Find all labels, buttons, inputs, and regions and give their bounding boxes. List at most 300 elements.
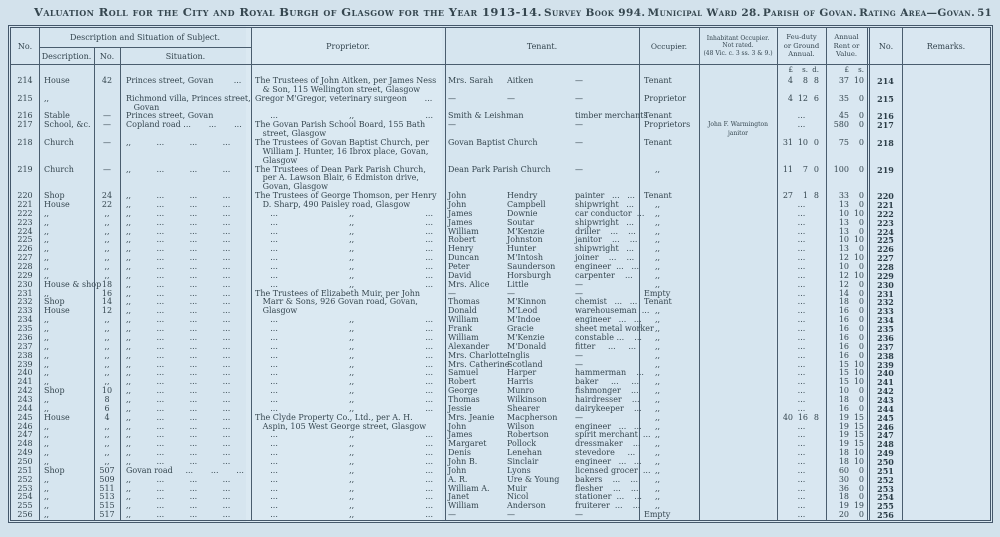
cell-street-no: [94, 95, 120, 104]
cell-description: ,,: [44, 226, 50, 236]
cell-remarks: [902, 369, 990, 378]
cell-situation: ,, ... ... ...: [126, 297, 231, 307]
cell-description: ,,: [44, 350, 50, 360]
ditto-dots: ...: [797, 421, 806, 431]
cell-occupier: ,,: [655, 439, 661, 449]
cell-proprietor: ... ,, ...: [255, 386, 434, 396]
cell-remarks: [902, 493, 990, 502]
ditto-dots: ...: [797, 341, 806, 351]
cell-remarks: [902, 352, 990, 361]
cell-annual-rent: 10 0: [838, 386, 864, 396]
valuation-table: [8, 25, 993, 523]
cell-tenant-surname: —: [507, 288, 515, 298]
cell-inhabitant-occupier: [699, 139, 777, 148]
cell-inhabitant-occupier: [699, 387, 777, 396]
cell-tenant-occupation: engineer ... ...: [575, 421, 642, 431]
ditto-dots: ...: [797, 359, 806, 369]
cell-annual-rent: 75 0: [838, 138, 864, 148]
cell-description: ,,: [44, 324, 50, 334]
cell-street-no: —: [103, 138, 111, 148]
cell-tenant-forename: Mrs. Sarah: [448, 76, 494, 85]
cell-situation: ,, ... ... ...: [126, 377, 231, 387]
cell-street-no: 24: [101, 191, 113, 201]
cell-description: ,,: [44, 439, 50, 449]
cell-annual-rent: 37 10: [838, 76, 864, 85]
cell-description: House: [44, 200, 70, 210]
cell-no: 237: [17, 341, 33, 351]
cell-tenant-forename: James: [448, 430, 473, 440]
cell-tenant-occupation: spirit merchant ...: [575, 430, 651, 440]
cell-occupier: ,,: [655, 332, 661, 342]
cell-tenant-surname: [507, 148, 575, 157]
cell-annual-rent: 14 0: [838, 288, 864, 298]
cell-proprietor: ... ,, ...: [255, 430, 434, 440]
cell-occupier: Tenant: [644, 297, 672, 307]
cell-tenant-surname: M'Kenzie: [507, 226, 545, 236]
table-row: [11, 148, 990, 157]
cell-street-no: ,,: [104, 332, 110, 342]
cell-description: ,,: [44, 474, 50, 484]
ditto-dots: ...: [797, 120, 806, 130]
cell-tenant-occupation: engineer ... ...: [575, 262, 639, 272]
cell-proprietor: ... ,, ...: [255, 456, 434, 466]
cell-tenant-forename: —: [448, 93, 456, 103]
cell-row-no: 224: [877, 226, 894, 237]
cell-tenant-occupation: —: [575, 120, 583, 130]
cell-occupier: Tenant: [644, 76, 672, 85]
survey-book-label: Survey Book 994.: [544, 7, 646, 19]
cell-tenant-occupation: painter ... ...: [575, 191, 635, 201]
cell-row-no: 239: [877, 359, 894, 370]
cell-annual-rent: 19 15: [838, 439, 864, 449]
cell-inhabitant-occupier: [699, 334, 777, 343]
cell-remarks: [902, 157, 990, 166]
cell-tenant-forename: Robert: [448, 377, 476, 387]
cell-proprietor: ... ,, ...: [255, 244, 434, 254]
cell-tenant-forename: —: [448, 120, 456, 130]
cell-remarks: [902, 183, 990, 192]
header-description: Description.: [41, 51, 92, 61]
cell-row-no: 230: [877, 279, 894, 290]
table-body: [11, 77, 990, 520]
cell-remarks: [902, 281, 990, 290]
cell-tenant-occupation: —: [575, 350, 583, 360]
cell-annual-rent: 30 0: [838, 474, 864, 484]
cell-situation: ,, ... ... ...: [126, 164, 231, 174]
cell-tenant-forename: Frank: [448, 324, 473, 334]
cell-annual-rent: 16 0: [838, 350, 864, 360]
cell-tenant-surname: Macpherson: [507, 412, 558, 422]
cell-street-no: ,,: [104, 439, 110, 449]
cell-tenant-forename: Janet: [448, 492, 470, 502]
cell-inhabitant-occupier: [699, 352, 777, 361]
cell-tenant-surname: M'Kinnon: [507, 297, 547, 307]
cell-occupier: Proprietors: [644, 120, 691, 130]
ditto-dots: ...: [797, 332, 806, 342]
cell-inhabitant-occupier: [699, 467, 777, 476]
cell-street-no: ,,: [104, 315, 110, 325]
cell-description: [39, 148, 94, 157]
cell-tenant-forename: James: [448, 217, 473, 227]
cell-occupier: ,,: [655, 456, 661, 466]
cell-description: Shop: [44, 191, 65, 201]
cell-situation: ,, ... ... ...: [126, 324, 231, 334]
cell-remarks: [902, 290, 990, 299]
cell-situation: ,, ... ... ...: [126, 217, 231, 227]
cell-tenant-occupation: dairykeeper ...: [575, 403, 642, 413]
cell-description: House & shop: [44, 279, 102, 289]
cell-tenant-occupation: —: [575, 288, 583, 298]
cell-row-no: 228: [877, 262, 894, 273]
cell-description: ,,: [44, 456, 50, 466]
cell-tenant-occupation: timber merchants: [575, 111, 648, 121]
cell-tenant-forename: —: [448, 288, 456, 298]
cell-remarks: [902, 476, 990, 485]
cell-tenant-surname: Ure & Young: [507, 474, 560, 484]
cell-row-no: 232: [877, 297, 894, 308]
cell-tenant-occupation: shipwright ...: [575, 200, 634, 210]
cell-row-no: 235: [877, 324, 894, 335]
cell-no: 219: [17, 164, 33, 174]
cell-feu-duty: 40 16 8: [782, 412, 819, 422]
cell-street-no: 16: [101, 288, 113, 298]
cell-proprietor: ... ,, ...: [255, 377, 434, 387]
cell-situation: ,, ... ... ...: [126, 226, 231, 236]
cell-inhabitant-occupier: [699, 174, 777, 183]
cell-situation: ,, ... ... ...: [126, 279, 231, 289]
cell-proprietor: ... ,, ...: [255, 341, 434, 351]
cell-situation: [120, 148, 251, 157]
cell-street-no: ,,: [104, 226, 110, 236]
cell-tenant-surname: Harper: [507, 368, 537, 378]
cell-inhabitant-occupier: [699, 405, 777, 414]
cell-tenant-occupation: warehouseman ...: [575, 306, 650, 316]
cell-remarks: [902, 378, 990, 387]
ditto-dots: ...: [797, 430, 806, 440]
cell-situation: ,, ... ... ...: [126, 510, 231, 520]
cell-situation: Princes street, Govan: [126, 111, 214, 121]
cell-annual-rent: 33 0: [838, 191, 864, 201]
ditto-dots: ...: [797, 456, 806, 466]
header-remarks: Remarks.: [926, 41, 966, 51]
cell-proprietor: ... ,, ...: [255, 270, 434, 280]
cell-no: 220: [17, 191, 33, 201]
cell-tenant-occupation: —: [575, 412, 583, 422]
cell-inhabitant-occupier: [699, 290, 777, 299]
cell-row-no: 249: [877, 448, 894, 459]
cell-no: 233: [17, 306, 33, 316]
cell-proprietor: ... ,, ...: [255, 359, 434, 369]
cell-description: ,,: [44, 377, 50, 387]
ditto-dots: ...: [797, 270, 806, 280]
cell-tenant-occupation: [575, 148, 639, 157]
cell-remarks: [902, 405, 990, 414]
cell-street-no: ,,: [104, 350, 110, 360]
cell-no: 214: [17, 76, 33, 85]
cell-feu-duty: [777, 174, 826, 183]
cell-description: ,,: [44, 403, 50, 413]
cell-annual-rent: 16 0: [838, 315, 864, 325]
cell-inhabitant-occupier: [699, 263, 777, 272]
cell-description: ,,: [44, 244, 50, 254]
cell-tenant-forename: [445, 174, 507, 183]
ditto-dots: ...: [797, 510, 806, 520]
cell-inhabitant-occupier: [699, 201, 777, 210]
ditto-dots: ...: [797, 226, 806, 236]
cell-remarks: [902, 449, 990, 458]
cell-situation: Copland road ... ... ...: [126, 120, 242, 130]
cell-inhabitant-occupier: [699, 112, 777, 121]
cell-occupier: ,,: [655, 483, 661, 493]
cell-row-no: 218: [877, 138, 894, 149]
cell-annual-rent: 19 15: [838, 430, 864, 440]
cell-proprietor: Aspin, 105 West George street, Glasgow: [255, 421, 427, 431]
cell-street-no: ,,: [104, 262, 110, 272]
cell-street-no: 507: [99, 465, 115, 475]
cell-remarks: [902, 458, 990, 467]
cell-proprietor: ... ,, ...: [255, 324, 434, 334]
cell-annual-rent: 12 10: [838, 253, 864, 263]
cell-occupier: ,,: [655, 492, 661, 502]
cell-description: ,,: [44, 341, 50, 351]
cell-description: ,,: [44, 315, 50, 325]
cell-street-no: —: [103, 111, 111, 121]
ditto-dots: ...: [797, 111, 806, 121]
cell-annual-rent: 16 0: [838, 306, 864, 316]
cell-inhabitant-occupier: [699, 86, 777, 95]
cell-no: 246: [17, 421, 33, 431]
cell-tenant-surname: Wilson: [507, 421, 535, 431]
cell-situation: ,, ... ... ...: [126, 191, 231, 201]
cell-tenant-surname: Aitken: [507, 76, 534, 85]
cell-annual-rent: 18 10: [838, 448, 864, 458]
cell-row-no: 225: [877, 235, 894, 246]
cell-remarks: [902, 245, 990, 254]
ditto-dots: ...: [797, 386, 806, 396]
cell-remarks: [902, 431, 990, 440]
cell-street-no: ,,: [104, 456, 110, 466]
cell-description: ,,: [44, 448, 50, 458]
cell-tenant-forename: Henry: [448, 244, 474, 254]
cell-remarks: [902, 361, 990, 370]
cell-tenant-surname: M'Donald: [507, 341, 547, 351]
cell-inhabitant-occupier: [699, 502, 777, 511]
cell-no: 224: [17, 226, 33, 236]
page-number: 51: [977, 8, 992, 19]
cell-description: ,,: [44, 483, 50, 493]
ditto-dots: ...: [797, 350, 806, 360]
header-inhabitant-occupier: Inhabitant Occupier. Not rated. (48 Vic. c. 3 ss. 3 & 9.): [703, 34, 773, 57]
cell-street-no: ,,: [104, 421, 110, 431]
cell-annual-rent: 13 0: [838, 217, 864, 227]
ditto-dots: ...: [797, 235, 806, 245]
cell-tenant-forename: George: [448, 386, 478, 396]
cell-inhabitant-occupier: [699, 157, 777, 166]
cell-occupier: ,,: [655, 217, 661, 227]
cell-tenant-forename: Denis: [448, 448, 471, 458]
cell-description: ,,: [44, 93, 50, 103]
cell-description: School, &c.: [44, 120, 91, 130]
cell-inhabitant-occupier: [699, 316, 777, 325]
ditto-dots: ...: [797, 394, 806, 404]
cell-no: 240: [17, 368, 33, 378]
cell-tenant-occupation: fishmonger ...: [575, 386, 639, 396]
cell-tenant-occupation: [575, 86, 639, 95]
cell-tenant-forename: Thomas: [448, 297, 480, 307]
cell-row-no: 236: [877, 332, 894, 343]
cell-street-no: ,,: [104, 208, 110, 218]
cell-street-no: 4: [104, 412, 110, 422]
cell-inhabitant-occupier: [699, 485, 777, 494]
cell-proprietor: The Clyde Property Co., Ltd., per A. H.: [255, 412, 413, 422]
cell-occupier: ,,: [655, 200, 661, 210]
cell-row-no: 237: [877, 341, 894, 352]
cell-remarks: [902, 440, 990, 449]
cell-tenant-occupation: driller ... ...: [575, 226, 636, 236]
table-row: [11, 121, 990, 130]
cell-remarks: [902, 467, 990, 476]
cell-street-no: ,,: [104, 377, 110, 387]
cell-occupier: ,,: [655, 448, 661, 458]
cell-street-no: [94, 148, 120, 157]
cell-tenant-occupation: sheet metal worker: [575, 324, 654, 334]
cell-no: 235: [17, 324, 33, 334]
ditto-dots: ...: [797, 306, 806, 316]
cell-feu-duty: 4 12 6: [787, 93, 819, 103]
cell-row-no: 229: [877, 270, 894, 281]
cell-tenant-occupation: janitor ... ...: [575, 235, 638, 245]
cell-inhabitant-occupier: [699, 361, 777, 370]
cell-tenant-occupation: fruiterer ... ...: [575, 501, 641, 511]
cell-tenant-surname: Gracie: [507, 324, 534, 334]
cell-proprietor: ... ,, ...: [255, 111, 434, 121]
cell-proprietor: ... ,, ...: [255, 448, 434, 458]
cell-remarks: [902, 77, 990, 86]
cell-tenant-occupation: flesher ... ...: [575, 483, 639, 493]
cell-occupier: ,,: [655, 244, 661, 254]
cell-occupier: ,,: [655, 394, 661, 404]
cell-remarks: [902, 139, 990, 148]
cell-situation: ,, ... ... ...: [126, 306, 231, 316]
cell-tenant-surname: [507, 86, 575, 95]
cell-description: ,,: [44, 421, 50, 431]
cell-proprietor: Glasgow: [255, 155, 298, 165]
cell-proprietor: Gregor M'Gregor, veterinary surgeon ...: [255, 93, 433, 103]
cell-tenant-surname: Downie: [507, 208, 538, 218]
cell-tenant-forename: Mrs. Catherine: [448, 359, 510, 369]
cell-description: Church: [44, 138, 74, 148]
cell-row-no: 255: [877, 501, 894, 512]
table-row: [11, 511, 990, 520]
cell-inhabitant-occupier: [699, 423, 777, 432]
cell-inhabitant-occupier: [699, 236, 777, 245]
table-row: [11, 166, 990, 175]
cell-occupier: Empty: [644, 510, 671, 520]
cell-proprietor: ... ,, ...: [255, 465, 434, 475]
cell-tenant-forename: Thomas: [448, 394, 480, 404]
cell-remarks: [902, 502, 990, 511]
cell-tenant-surname: Horsburgh: [507, 270, 552, 280]
cell-tenant-forename: Mrs. Charlotte: [448, 350, 508, 360]
cell-row-no: 241: [877, 377, 894, 388]
cell-tenant-forename: Mrs. Alice: [448, 279, 490, 289]
cell-inhabitant-occupier: [699, 245, 777, 254]
cell-no: 244: [17, 403, 33, 413]
cell-tenant-surname: Muir: [507, 483, 527, 493]
cell-tenant-forename: James: [448, 208, 473, 218]
cell-occupier: Tenant: [644, 111, 672, 121]
cell-tenant-surname: M'Indoe: [507, 315, 541, 325]
cell-inhabitant-occupier: [699, 77, 777, 86]
cell-annual-rent: 15 10: [838, 359, 864, 369]
cell-proprietor: The Trustees of Elizabeth Muir, per John: [255, 288, 421, 298]
cell-tenant-surname: [507, 139, 575, 148]
cell-remarks: [902, 104, 990, 113]
cell-occupier: ,,: [655, 501, 661, 511]
cell-remarks: [902, 95, 990, 104]
cell-situation: Govan road ... ... ...: [126, 465, 244, 475]
cell-tenant-surname: Pollock: [507, 439, 537, 449]
cell-situation: ,, ... ... ...: [126, 412, 231, 422]
cell-description: ,,: [44, 253, 50, 263]
cell-annual-rent: 18 0: [838, 394, 864, 404]
ditto-dots: ...: [797, 297, 806, 307]
cell-no: 225: [17, 235, 33, 245]
cell-tenant-occupation: car conductor ...: [575, 208, 645, 218]
cell-annual-rent: 13 0: [838, 226, 864, 236]
header-feu-duty: Feu-duty or Ground Annual.: [783, 33, 820, 59]
header-no-right: No.: [878, 41, 894, 51]
cell-proprietor: ... ,, ...: [255, 279, 434, 289]
cell-street-no: 12: [101, 306, 113, 316]
cell-situation: Princes street, Govan ...: [126, 76, 242, 85]
cell-tenant-occupation: engineer ... ...: [575, 456, 642, 466]
cell-remarks: [902, 423, 990, 432]
cell-occupier: ,,: [655, 350, 661, 360]
cell-occupier: [639, 157, 699, 166]
cell-row-no: 243: [877, 394, 894, 405]
cell-tenant-occupation: —: [575, 76, 583, 85]
cell-row-no: 244: [877, 403, 894, 414]
cell-situation: ,, ... ... ...: [126, 332, 231, 342]
cell-street-no: 511: [99, 483, 115, 493]
cell-remarks: [902, 343, 990, 352]
cell-remarks: [902, 511, 990, 520]
cell-tenant-surname: [507, 174, 575, 183]
cell-street-no: ,,: [104, 235, 110, 245]
cell-row-no: 220: [877, 191, 894, 202]
cell-proprietor: ... ,, ...: [255, 483, 434, 493]
cell-annual-rent: 19 19: [838, 501, 864, 511]
cell-remarks: [902, 166, 990, 175]
cell-tenant-forename: Peter: [448, 262, 470, 272]
ditto-dots: ...: [797, 200, 806, 210]
cell-description: ,,: [44, 208, 50, 218]
cell-proprietor: street, Glasgow: [255, 129, 327, 139]
cell-occupier: ,,: [655, 226, 661, 236]
cell-situation: ,, ... ... ...: [126, 368, 231, 378]
cell-tenant-occupation: joiner ... ...: [575, 253, 635, 263]
cell-row-no: 231: [877, 288, 894, 299]
cell-situation: ,, ... ... ...: [126, 138, 231, 148]
cell-no: 226: [17, 244, 33, 254]
cell-remarks: [902, 236, 990, 245]
cell-no: 247: [17, 430, 33, 440]
cell-annual-rent: 19 15: [838, 421, 864, 431]
cell-tenant-occupation: stevedore ...: [575, 448, 636, 458]
cell-remarks: [902, 272, 990, 281]
cell-tenant-forename: John B.: [448, 456, 478, 466]
